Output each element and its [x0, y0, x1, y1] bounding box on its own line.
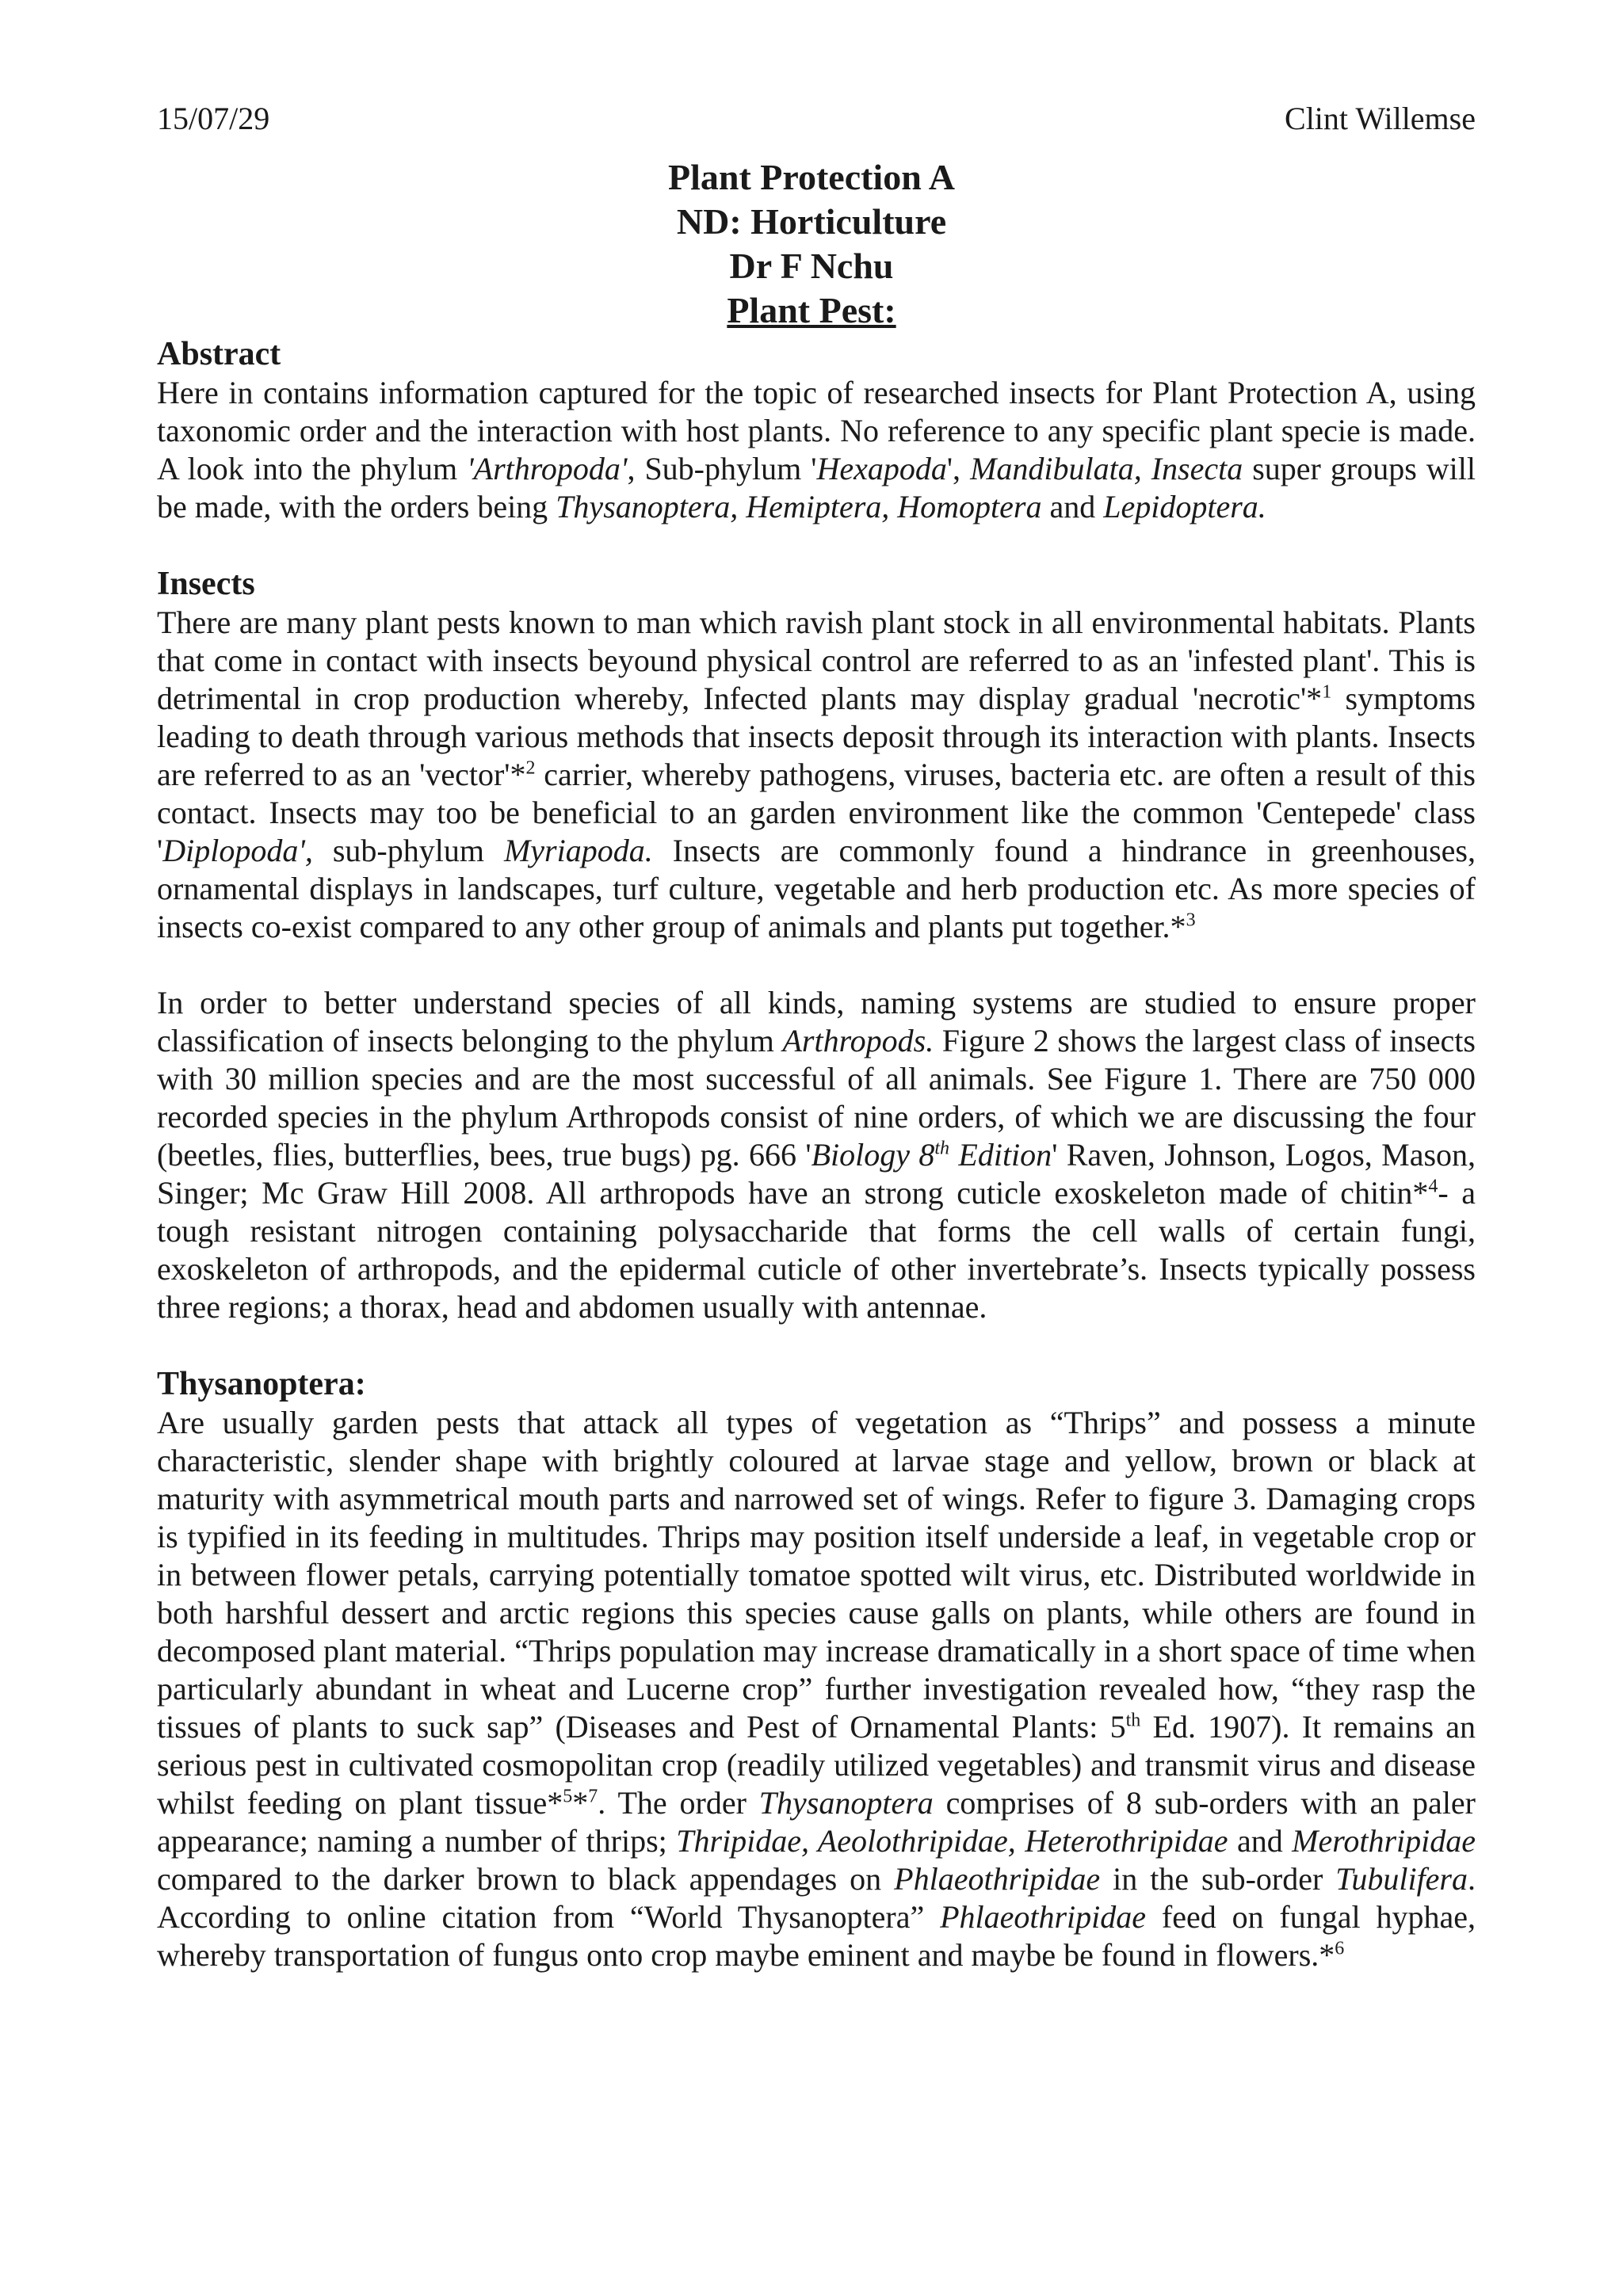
italic-run: Thysanoptera [758, 1785, 934, 1821]
abstract-heading: Abstract [157, 336, 281, 372]
italic-run: 'Arthropoda' [467, 451, 628, 486]
text-run: ', [946, 451, 971, 486]
lecturer-name: Dr F Nchu [729, 246, 894, 286]
text-run: comprises of 8 sub-orders with an paler appearance; naming a number of thrips; [157, 1785, 1476, 1859]
footnote-ref: th [1125, 1710, 1141, 1731]
footnote-ref: 2 [525, 757, 536, 779]
italic-run: Lepidoptera. [1103, 489, 1266, 524]
text-run: Here in contains information captured for the topic of researched insects for Plant Protection A, using taxonomic order and the interaction with host plants. No reference to any specific plant specie is made. A look into the phylum [157, 375, 1476, 486]
thysanoptera-paragraph [157, 1404, 1476, 1974]
program-title: ND: Horticulture [676, 201, 947, 242]
text-run: sub-phylum [312, 833, 504, 868]
text-run: Figure 2 shows the largest class of insects with 30 million species and are the most successful of all animals. See Figure 1. There are 750 000 recorded species in the phylum Arthropods consist of nine orders, of which we are discussing the four (beetles, flies, butterflies, bees, true bugs) pg. 666 ' [157, 1023, 1476, 1173]
text-run: . According to online citation from “World Thysanoptera” [157, 1861, 1476, 1935]
document-body [157, 334, 1476, 1974]
header-author: Clint Willemse [1285, 101, 1476, 136]
text-run: in the sub-order [1100, 1861, 1336, 1897]
title-block [0, 155, 1623, 333]
text-run: super groups will be made, with the orders being [157, 451, 1476, 524]
document-title: Plant Pest: [727, 290, 896, 330]
italic-run: Tubulifera [1335, 1861, 1468, 1897]
footnote-ref: 7 [588, 1786, 598, 1807]
footnote-ref: th [934, 1138, 950, 1159]
text-run: and [1228, 1823, 1293, 1859]
italic-run: Edition [949, 1137, 1052, 1173]
italic-run: Biology 8 [811, 1137, 935, 1173]
page-header [157, 100, 1476, 138]
italic-run: Thysanoptera, Hemiptera, Homoptera [556, 489, 1042, 524]
italic-run: Mandibulata, Insecta [970, 451, 1243, 486]
text-run: Ed. 1907). It remains an serious pest in cultivated cosmopolitan crop (readily utilized vegetables) and transmit virus and disease whilst feeding on plant tissue* [157, 1709, 1476, 1821]
text-run: symptoms leading to death through various methods that insects deposit through its interaction with plants. Insects are referred to as an 'vector'* [157, 681, 1476, 792]
header-date: 15/07/29 [157, 101, 270, 136]
course-title: Plant Protection A [668, 157, 955, 197]
text-run: In order to better understand species of all kinds, naming systems are studied to ensure proper classification of insects belonging to the phylum [157, 985, 1476, 1058]
italic-run: Arthropods. [782, 1023, 934, 1058]
italic-run: Diplopoda', [162, 833, 313, 868]
text-run: feed on fungal hyphae, whereby transportation of fungus onto crop maybe eminent and maybe be found in flowers.* [157, 1899, 1476, 1973]
italic-run: Myriapoda. [503, 833, 653, 868]
footnote-ref: 3 [1186, 910, 1196, 931]
text-run: Are usually garden pests that attack all types of vegetation as “Thrips” and possess a minute characteristic, slender shape with brightly coloured at larvae stage and yellow, brown or black at maturity with asymmetrical mouth parts and narrowed set of wings. Refer to figure 3. Damaging crops is typified in its feeding in multitudes. Thrips may position itself underside a leaf, in vegetable crop or in between flower petals, carrying potentially tomatoe spotted wilt virus, etc. Distributed worldwide in both harshful dessert and arctic regions this species cause galls on plants, while others are found in decomposed plant material. “Thrips population may increase dramatically in a short space of time when particularly abundant in wheat and Lucerne crop” further investigation revealed how, “they rasp the tissues of plants to suck sap” (Diseases and Pest of Ornamental Plants: 5 [157, 1405, 1476, 1745]
text-run: - a tough resistant nitrogen containing polysaccharide that forms the cell walls of certain fungi, exoskeleton of arthropods, and the epidermal cuticle of other invertebrate’s. Insects typically possess three regions; a thorax, head and abdomen usually with antennae. [157, 1175, 1476, 1325]
italic-run: Hexapoda [816, 451, 947, 486]
footnote-ref: 4 [1428, 1176, 1438, 1197]
italic-run: Thripidae, Aeolothripidae, Heterothripidae [676, 1823, 1228, 1859]
italic-run: Merothripidae [1292, 1823, 1476, 1859]
footnote-ref: 6 [1335, 1938, 1345, 1959]
text-run: ' Raven, Johnson, Logos, Mason, Singer; Mc Graw Hill 2008. All arthropods have an strong cuticle exoskeleton made of chitin* [157, 1137, 1476, 1211]
text-run: * [572, 1785, 589, 1821]
footnote-ref: 5 [563, 1786, 573, 1807]
text-run: and [1041, 489, 1104, 524]
thysanoptera-heading: Thysanoptera: [157, 1366, 366, 1402]
text-run: Insects are commonly found a hindrance in greenhouses, ornamental displays in landscapes, turf culture, vegetable and herb production etc. As more species of insects co-exist compared to any other group of animals and plants put together.* [157, 833, 1476, 944]
footnote-ref: 1 [1322, 681, 1332, 703]
insects-paragraph-1 [157, 604, 1476, 946]
insects-heading: Insects [157, 566, 255, 602]
text-run: carrier, whereby pathogens, viruses, bacteria etc. are often a result of this contact. Insects may too be beneficial to an garden environment like the common 'Centepede' class ' [157, 757, 1476, 868]
text-run: compared to the darker brown to black appendages on [157, 1861, 895, 1897]
text-run: There are many plant pests known to man which ravish plant stock in all environmental habitats. Plants that come in contact with insects beyound physical control are referred to as an 'infested plant'. This is detrimental in crop production whereby, Infected plants may display gradual 'necrotic'* [157, 605, 1476, 716]
italic-run: Phlaeothripidae [940, 1899, 1147, 1935]
text-run: , Sub-phylum ' [627, 451, 817, 486]
text-run: . The order [598, 1785, 759, 1821]
italic-run: Phlaeothripidae [894, 1861, 1101, 1897]
abstract-paragraph [157, 374, 1476, 526]
insects-paragraph-2 [157, 984, 1476, 1326]
